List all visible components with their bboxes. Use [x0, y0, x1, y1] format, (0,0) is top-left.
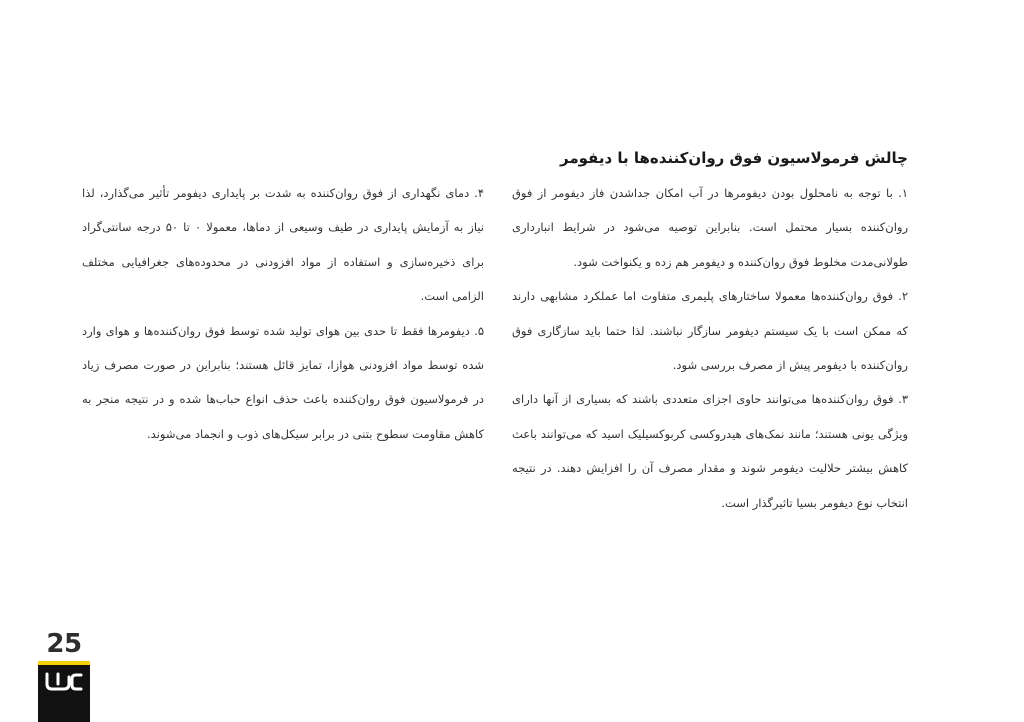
- paragraph-4: ۴. دمای نگهداری از فوق روان‌کننده به شدت بر پایداری دیفومر تأثیر می‌گذارد، لذا نیاز به آزمایش پایداری در طیف وسیعی از دماها، معمولا ۰ تا ۵۰ درجه سانتی‌گراد برای ذخیره‌سازی و استفاده از مواد افزودنی در محدوده‌های جغرافیایی مختلف الزامی است.: [82, 186, 485, 304]
- paragraph-1: ۱. با توجه به نامحلول بودن دیفومرها در آب امکان جداشدن فاز دیفومر از فوق روان‌کننده بسیار محتمل است. بنابراین توصیه می‌شود در شرایط انبارداری طولانی‌مدت مخلوط فوق روان‌کننده و دیفومر هم زده و یکنواخت شود.: [512, 186, 908, 269]
- page-footer: [38, 628, 90, 722]
- right-text-column: [512, 176, 908, 520]
- brand-logo-block: [38, 665, 90, 722]
- left-text-column: [82, 176, 484, 451]
- paragraph-5: ۵. دیفومرها فقط تا حدی بین هوای تولید شده توسط فوق روان‌کننده‌ها و هوای وارد شده توسط مواد افزودنی هوازا، تمایز قائل هستند؛ بنابراین در صورت مصرف زیاد در فرمولاسیون فوق روان‌کننده باعث حذف انواع حباب‌ها شده و در نتیجه منجر به کاهش مقاومت سطوح بتنی در برابر سیکل‌های ذوب و انجماد می‌شوند.: [82, 323, 484, 441]
- page-number: 25: [46, 629, 82, 659]
- section-heading: چالش فرمولاسیون فوق روان‌کننده‌ها با دیفومر: [560, 149, 908, 167]
- paragraph-3: ۳. فوق روان‌کننده‌ها می‌توانند حاوی اجزای متعددی باشند که بسیاری از آنها دارای ویژگی یونی هستند؛ مانند نمک‌های هیدروکسی کربوکسیلیک اسید که می‌توانند باعث کاهش بیشتر حلالیت دیفومر شوند و مقدار مصرف آن را افزایش دهند. در نتیجه انتخاب نوع دیفومر بسیا تاثیرگذار است.: [512, 392, 908, 510]
- paragraph-2: ۲. فوق روان‌کننده‌ها معمولا ساختارهای پلیمری متفاوت اما عملکرد مشابهی دارند که ممکن است با یک سیستم دیفومر سازگار نباشند. لذا حتما باید سازگاری فوق روان‌کننده با دیفومر پیش از مصرف بررسی شود.: [512, 289, 908, 373]
